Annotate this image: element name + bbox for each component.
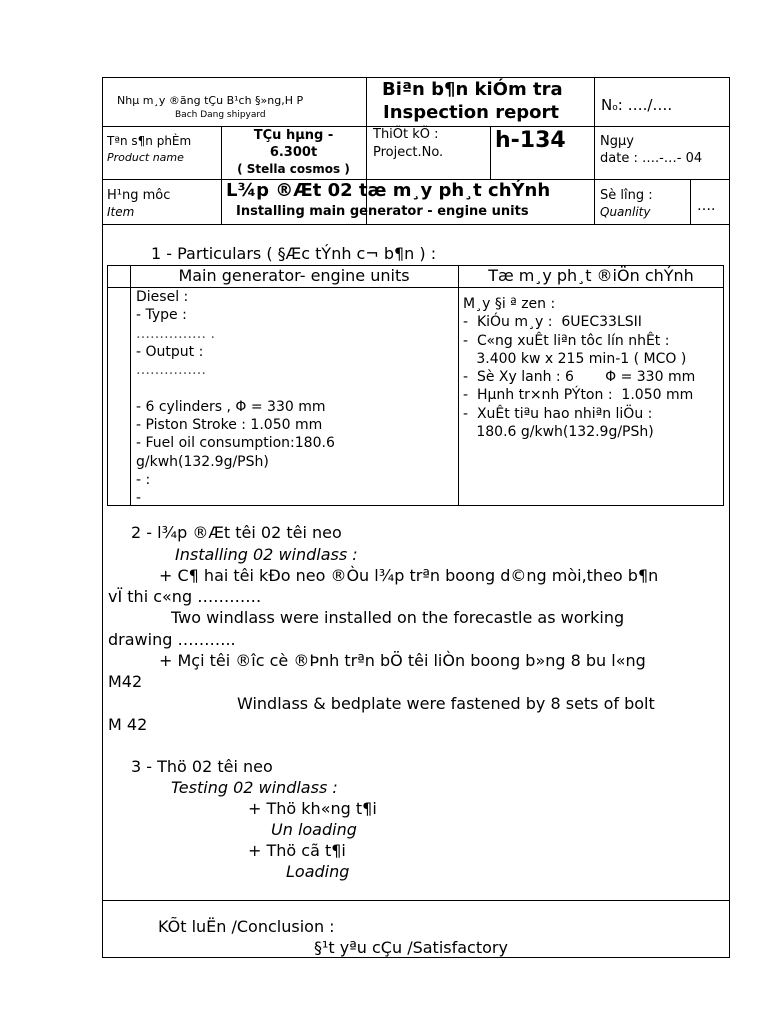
spec-vn-line: - Sè Xy lanh : 6 Φ = 330 mm [463, 369, 696, 386]
item-label-en: Item [107, 205, 135, 219]
project-label-en: Project.No. [373, 145, 444, 160]
spec-vn-line: - XuÊt tiªu hao nhiªn liÖu : [463, 405, 653, 422]
conclusion-value: §¹t yªu cÇu /Satisfactory [314, 938, 508, 957]
section2-line1b: vÏ thi c«ng ………… [108, 587, 262, 606]
date-label-vn: Ngµy [600, 134, 634, 149]
report-number [601, 96, 672, 114]
spec-en-line: …………… [136, 362, 206, 379]
divider [490, 126, 491, 179]
spec-en-line: - Fuel oil consumption:180.6 [136, 435, 335, 452]
section3-heading: 3 - Thö 02 têi neo [131, 757, 273, 776]
spec-en-line: Diesel : [136, 289, 189, 305]
quantity-value: …. [697, 198, 716, 214]
quantity-label-en: Quanlity [600, 205, 651, 219]
date-field: date : ….-…- 04 [600, 151, 703, 166]
divider [130, 265, 131, 506]
spec-en-line [136, 379, 456, 397]
product-value-line2: 6.300t [269, 145, 318, 160]
section2-heading: 2 - l¾p ®Æt têi 02 têi neo [131, 523, 342, 542]
project-label-vn: ThiÕt kÕ : [373, 127, 439, 142]
col-header-left: Main generator- engine units [178, 266, 410, 285]
divider [594, 77, 595, 224]
item-title-en: Installing main generator - engine units [236, 204, 529, 219]
divider [458, 265, 459, 506]
generator-specs-english [136, 288, 456, 508]
section2-line4: Windlass & bedplate were fastened by 8 sets of bolt [237, 694, 655, 713]
spec-en-line: - 6 cylinders , Φ = 330 mm [136, 398, 326, 415]
project-number: h-134 [495, 128, 566, 153]
section2-line3b: M42 [108, 672, 143, 691]
spec-en-line: - : [136, 471, 151, 488]
divider [102, 224, 730, 225]
section3-heading-en: Testing 02 windlass : [171, 778, 338, 797]
col-header-right: Tæ m¸y ph¸t ®iÖn chÝnh [488, 266, 694, 285]
section2-line4b: M 42 [108, 715, 148, 734]
divider [102, 900, 730, 901]
section3-item1-en: Un loading [271, 820, 357, 839]
spec-en-line: - Output : [136, 343, 204, 360]
section2-line2: Two windlass were installed on the forecastle as working [171, 608, 625, 627]
section2-line2b: drawing ……….. [108, 630, 236, 649]
item-label-vn: H¹ng môc [107, 188, 171, 203]
spec-vn-line: 3.400 kw x 215 min-1 ( MCO ) [463, 350, 687, 367]
spec-en-line: …………… . [136, 325, 215, 342]
quantity-label-vn: Sè lîng : [600, 188, 653, 203]
report-number-sub: o [612, 103, 618, 113]
spec-en-line: - Type : [136, 307, 187, 324]
section3-item1: + Thö kh«ng t¶i [248, 799, 377, 818]
particulars-heading: 1 - Particulars ( §Æc tÝnh c¬ b¶n ) : [151, 244, 437, 263]
company-name-vn: Nhµ m¸y ®ãng tÇu B¹ch §»ng,H P [117, 94, 304, 107]
section3-item2-en: Loading [286, 862, 350, 881]
section2-heading-en: Installing 02 windlass : [175, 545, 358, 564]
report-number-label: N [601, 96, 613, 114]
title-en: Inspection report [383, 102, 560, 123]
divider [366, 77, 367, 224]
report-number-value: : …./…. [617, 96, 673, 114]
spec-vn-line: - C«ng xuÊt liªn tôc lín nhÊt : [463, 332, 670, 349]
section2-line3: + Mçi têi ®îc cè ®Þnh trªn bÖ têi liÒn boong b»ng 8 bu l«ng [159, 651, 646, 670]
generator-specs-vn [463, 295, 723, 441]
product-value-line3: ( Stella cosmos ) [237, 162, 350, 176]
spec-vn-line: M¸y §i ª zen : [463, 296, 556, 312]
item-title-vn: L¾p ®Æt 02 tæ m¸y ph¸t chÝnh [226, 180, 551, 201]
spec-vn-line: - KiÓu m¸y : 6UEC33LSII [463, 314, 642, 331]
product-label-en: Product name [107, 151, 184, 164]
spec-vn-line: 180.6 g/kwh(132.9g/PSh) [463, 424, 654, 441]
product-label-vn: Tªn s¶n phÈm [107, 134, 192, 148]
divider [690, 179, 691, 224]
section3-item2: + Thö cã t¶i [248, 841, 346, 860]
section2-line1: + C¶ hai têi kÐo neo ®Òu l¾p trªn boong d©ng mòi,theo b¶n [159, 566, 659, 585]
spec-en-line: - [136, 490, 142, 507]
product-value-line1: TÇu hµng - [253, 128, 334, 143]
spec-vn-line: - Hµnh tr×nh PÝton : 1.050 mm [463, 387, 694, 404]
title-vn: Biªn b¶n kiÓm tra [382, 79, 563, 100]
spec-en-line: - Piston Stroke : 1.050 mm [136, 417, 323, 434]
company-name-en: Bach Dang shipyard [175, 110, 266, 120]
conclusion-label: KÕt luËn /Conclusion : [158, 917, 335, 936]
spec-en-line: g/kwh(132.9g/PSh) [136, 453, 269, 470]
